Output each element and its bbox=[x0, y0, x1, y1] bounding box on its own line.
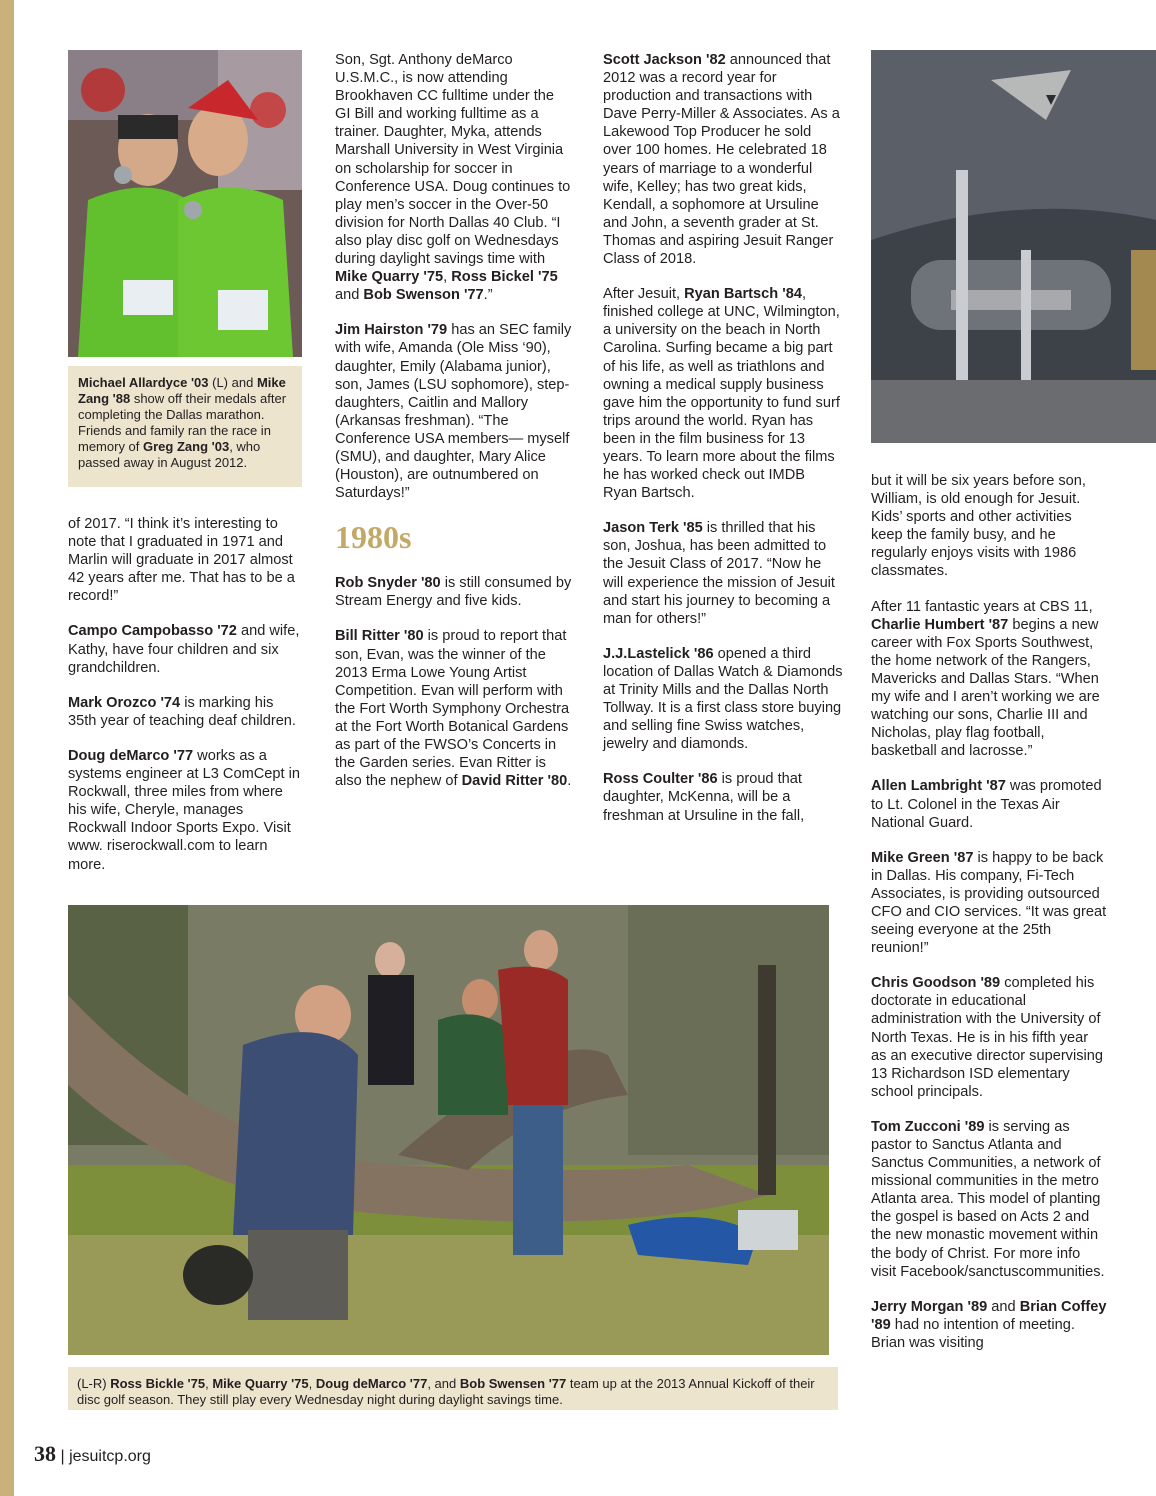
paragraph bbox=[68, 515, 302, 605]
name-highlight: Mike Quarry '75 bbox=[335, 269, 444, 286]
name-highlight: Ross Coulter '86 bbox=[603, 771, 718, 788]
footer-site-link[interactable]: jesuitcp.org bbox=[69, 1448, 151, 1465]
paragraph bbox=[871, 598, 1107, 761]
name-highlight: Greg Zang '03 bbox=[143, 439, 230, 454]
text-run: but it will be six years before son, William, is old enough for Jesuit. Kids’ sports and other activities keep the family busy, and he regularly enjoys visits with 1986 classmates. bbox=[871, 473, 1086, 580]
paragraph bbox=[603, 645, 843, 754]
text-run: . bbox=[567, 773, 572, 790]
text-run: opened a third location of Dallas Watch & Diamonds at Trinity Mills and the Dallas North Tollway. It is a first class store buying and selling fine Swiss watches, jewelry and diamonds. bbox=[603, 645, 843, 753]
paragraph bbox=[335, 574, 573, 610]
marathon-caption bbox=[68, 366, 302, 487]
name-highlight: Campo Campobasso '72 bbox=[68, 623, 237, 640]
paragraph bbox=[603, 51, 843, 268]
disc-golf-photo bbox=[68, 905, 829, 1355]
paragraph bbox=[871, 849, 1107, 958]
paragraph bbox=[68, 694, 302, 730]
paragraph bbox=[603, 770, 843, 824]
text-run: , bbox=[443, 269, 452, 286]
name-highlight: Scott Jackson '82 bbox=[603, 52, 726, 68]
decade-heading: 1980s bbox=[335, 519, 412, 556]
text-run: works as a systems engineer at L3 ComCept in Rockwall, three miles from where his wife, Cheryle, manages Rockwall Indoor Sports Expo. Visit www. riserockwall.com to learn more. bbox=[68, 747, 300, 873]
col2-paragraphs-top bbox=[335, 51, 573, 502]
name-highlight: J.J.Lastelick '86 bbox=[603, 645, 714, 662]
footer-separator: | bbox=[60, 1448, 65, 1465]
gold-margin-bar bbox=[0, 0, 14, 1496]
text-run: , bbox=[308, 1376, 316, 1391]
name-highlight: Charlie Humbert '87 bbox=[871, 616, 1009, 633]
name-highlight: Bill Ritter '80 bbox=[335, 628, 424, 645]
paragraph bbox=[871, 1118, 1107, 1281]
text-run: has an SEC family with wife, Amanda (Ole Miss ‘90), daughter, Emily (Alabama junior), son, James (LSU sophomore), step-daughters, Caitlin and Mallory (Arkansas freshman). “The Conference USA members— myself (SMU), and daughter, Mary Alice (Houston), are outnumbered on Saturdays!” bbox=[335, 322, 572, 502]
name-highlight: Brian Coffey '89 bbox=[871, 1298, 1107, 1333]
paragraph bbox=[335, 321, 573, 502]
name-highlight: Ryan Bartsch '84 bbox=[684, 286, 802, 303]
text-run: is happy to be back in Dallas. His company, Fi-Tech Associates, is providing outsourced CFO and CIO services. “It was great seeing everyone at the 25th reunion!” bbox=[871, 849, 1107, 957]
paragraph bbox=[871, 472, 1107, 581]
text-run: is thrilled that his son, Joshua, has been admitted to the Jesuit Class of 2017. “Now he will experience the mission of Jesuit and start his journey to becoming a man for others!” bbox=[603, 520, 835, 627]
paragraph bbox=[871, 777, 1107, 831]
col1-paragraphs bbox=[68, 515, 302, 874]
name-highlight: Jim Hairston '79 bbox=[335, 322, 448, 339]
text-run: was promoted to Lt. Colonel in the Texas Air National Guard. bbox=[871, 778, 1102, 831]
text-run: (L) and bbox=[208, 375, 257, 390]
paragraph bbox=[603, 519, 843, 628]
column-1 bbox=[68, 515, 302, 891]
text-run: , bbox=[205, 1376, 213, 1391]
text-run: (L-R) bbox=[77, 1376, 111, 1391]
name-highlight: Jason Terk '85 bbox=[603, 520, 703, 537]
text-run: , who passed away in August 2012. bbox=[78, 439, 261, 470]
name-highlight: Allen Lambright '87 bbox=[871, 778, 1006, 795]
paragraph bbox=[871, 974, 1107, 1101]
text-run: announced that 2012 was a record year for production and transactions with Dave Perry-Miller & Associates. As a Lakewood Top Producer he sold over 100 homes. He celebrated 18 years of marriage to a wonderful wife, Kelley; has two great kids, Kendall, a sophomore at Ursuline and John, a seventh grader at St. Thomas and aspiring Jesuit Ranger Class of 2018. bbox=[603, 52, 840, 268]
text-run: is proud that daughter, McKenna, will be a freshman at Ursuline in the fall, bbox=[603, 771, 805, 824]
text-run: had no intention of meeting. Brian was visiting bbox=[871, 1316, 1075, 1351]
paragraph bbox=[68, 747, 302, 874]
text-run: of 2017. “I think it’s interesting to note that I graduated in 1971 and Marlin will graduate in 2017 almost 42 years after me. That has to be a record!” bbox=[68, 516, 295, 605]
column-4 bbox=[871, 472, 1107, 1369]
name-highlight: Tom Zucconi '89 bbox=[871, 1118, 985, 1135]
paragraph bbox=[335, 627, 573, 790]
name-highlight: Doug deMarco '77 bbox=[68, 747, 194, 764]
marathon-photo bbox=[68, 50, 302, 357]
text-run: completed his doctorate in educational administration with the University of North Texas. He is in his fifth year as an executive director supervising 13 Richardson ISD elementary school principals. bbox=[871, 975, 1103, 1100]
name-highlight: Bob Swenson '77 bbox=[363, 287, 484, 304]
col3-paragraphs bbox=[603, 51, 843, 825]
jet-photo bbox=[871, 50, 1156, 443]
text-run: Son, Sgt. Anthony deMarco U.S.M.C., is now attending Brookhaven CC fulltime under the GI Bill and working fulltime as a trainer. Daughter, Myka, attends Marshall University in West Virginia on scholarship for soccer in Conference USA. Doug continues to play men’s soccer in the Over-50 division for North Dallas 40 Club. “I also play disc golf on Wednesdays during daylight savings time with bbox=[335, 52, 571, 268]
text-run: is still consumed by Stream Energy and five kids. bbox=[335, 575, 572, 610]
name-highlight: Mike Quarry '75 bbox=[212, 1376, 309, 1391]
paragraph bbox=[603, 285, 843, 502]
text-run: is serving as pastor to Sanctus Atlanta and Sanctus Communities, a network of missional communities in the metro Atlanta area. This model of planting the gospel is based on Acts 2 and the new monastic movement within the body of Christ. For more info visit Facebook/sanctuscommunities. bbox=[871, 1118, 1105, 1280]
text-run: After Jesuit, bbox=[603, 286, 685, 303]
name-highlight: Ross Bickle '75 bbox=[110, 1376, 206, 1391]
text-run: show off their medals after completing the Dallas marathon. Friends and family ran the race in memory of bbox=[78, 391, 287, 454]
disc-golf-caption-text bbox=[77, 1376, 815, 1407]
name-highlight: Mark Orozco '74 bbox=[68, 694, 181, 711]
text-run: is marking his 35th year of teaching deaf children. bbox=[68, 694, 296, 729]
col4-paragraphs bbox=[871, 472, 1107, 1352]
disc-golf-caption bbox=[68, 1367, 838, 1410]
text-run: After 11 fantastic years at CBS 11, bbox=[871, 598, 1093, 615]
name-highlight: Rob Snyder '80 bbox=[335, 575, 441, 592]
text-run: .” bbox=[483, 287, 493, 304]
paragraph bbox=[871, 1298, 1107, 1352]
paragraph bbox=[335, 51, 573, 304]
name-highlight: Chris Goodson '89 bbox=[871, 975, 1001, 992]
column-3 bbox=[603, 51, 843, 842]
text-run: team up at the 2013 Annual Kickoff of their disc golf season. They still play every Wednesday night during daylight savings time. bbox=[77, 1376, 815, 1407]
name-highlight: Bob Swensen '77 bbox=[459, 1376, 567, 1391]
text-run: , and bbox=[427, 1376, 460, 1391]
text-run: , finished college at UNC, Wilmington, a university on the beach in North Carolina. Surfing became a big part of his life, as well as triathlons and owning a medical supply business gave him the opportunity to fund surf trips around the world. Ryan has been in the film business for 13 years. To learn more about the films he has worked check out IMDB Ryan Bartsch. bbox=[603, 286, 840, 502]
name-highlight: Doug deMarco '77 bbox=[315, 1376, 428, 1391]
name-highlight: Mike Green '87 bbox=[871, 849, 974, 866]
text-run: and bbox=[335, 287, 364, 304]
paragraph bbox=[68, 622, 302, 676]
page-number: 38 bbox=[34, 1441, 56, 1466]
name-highlight: David Ritter '80 bbox=[461, 773, 568, 790]
name-highlight: Michael Allardyce '03 bbox=[78, 375, 209, 390]
col2-paragraphs-bottom bbox=[335, 574, 573, 790]
name-highlight: Ross Bickel '75 bbox=[451, 269, 558, 286]
text-run: begins a new career with Fox Sports Southwest, the home network of the Rangers, Mavericks and Dallas Stars. “When my wife and I aren’t working we are watching our sons, Charlie III and Nicholas, play flag football, basketball and lacrosse.” bbox=[871, 616, 1100, 760]
column-2 bbox=[335, 51, 573, 807]
text-run: and wife, Kathy, have four children and six grandchildren. bbox=[68, 623, 300, 676]
name-highlight: Jerry Morgan '89 bbox=[871, 1298, 988, 1315]
name-highlight: Mike Zang '88 bbox=[78, 375, 286, 406]
text-run: and bbox=[987, 1298, 1020, 1315]
marathon-caption-text bbox=[78, 375, 286, 470]
page-footer bbox=[34, 1441, 151, 1467]
text-run: is proud to report that son, Evan, was the winner of the 2013 Erma Lowe Young Artist Competition. Evan will perform with the Fort Worth Symphony Orchestra at the Fort Worth Botanical Gardens as part of the FWSO’s Concerts in the Garden series. Evan Ritter is also the nephew of bbox=[335, 628, 570, 790]
